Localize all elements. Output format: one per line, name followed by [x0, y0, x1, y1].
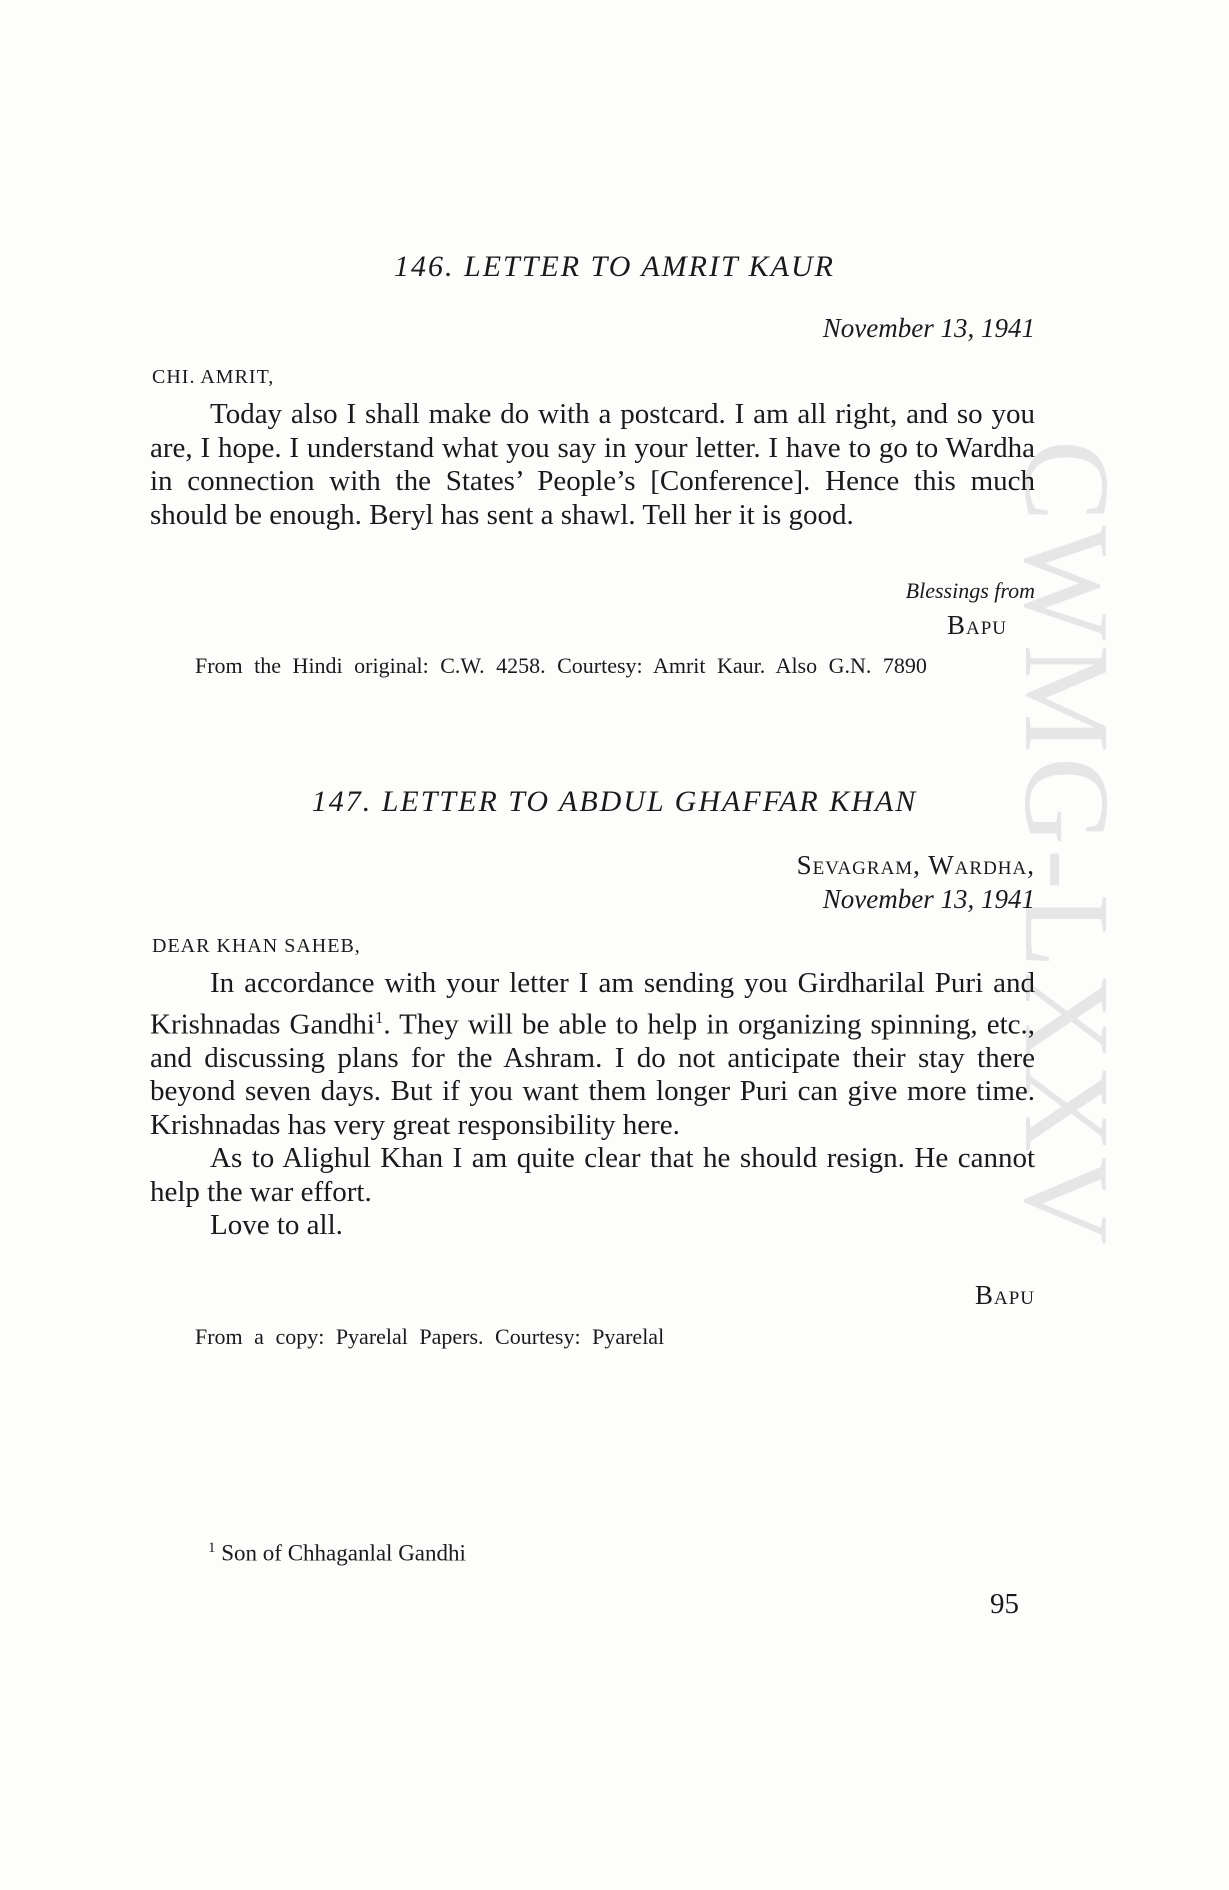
page-number: 95	[990, 1588, 1019, 1620]
letter-146-signature: Bapu	[946, 610, 1007, 640]
letter-147-heading: 147. LETTER TO ABDUL GHAFFAR KHAN	[311, 785, 918, 818]
letter-146-closing: Blessings from	[905, 578, 1035, 603]
paragraph-text: . They will be able to help in organizing spinning, etc., and discussing plans for the Ashram. I do not anticipate their stay there beyond seven days. But if you want them longer Puri can give more time. Krishnadas has very great responsibility here.	[150, 1008, 1035, 1141]
letter-146-salutation: CHI. AMRIT,	[152, 366, 275, 388]
letter-147-body	[150, 967, 1035, 1243]
letter-147-place: Sevagram, Wardha,	[796, 850, 1035, 880]
letter-147-source	[150, 1320, 1035, 1354]
letter-147-paragraph-2: As to Alighul Khan I am quite clear that he should resign. He cannot help the war effort.	[150, 1142, 1035, 1208]
footnote-reference: 1	[374, 1007, 384, 1027]
letter-146-source	[150, 649, 1035, 683]
letter-147-paragraph-3: Love to all.	[210, 1209, 343, 1242]
letter-147-paragraph-1	[150, 967, 1035, 1142]
letter-146-paragraph: Today also I shall make do with a postcard. I am all right, and so you are, I hope. I understand what you say in your letter. I have to go to Wardha in connection with the States’ People’s [Conference]. Hence this much should be enough. Beryl has sent a shawl. Tell her it is good.	[150, 398, 1035, 531]
footnote	[208, 1540, 466, 1567]
letter-146-date: November 13, 1941	[822, 313, 1035, 343]
letter-147-signature: Bapu	[974, 1280, 1035, 1310]
watermark: CWMG-LXXV	[999, 440, 1134, 1249]
letter-147-source-text: From a copy: Pyarelal Papers. Courtesy: Pyarelal	[195, 1324, 665, 1349]
letter-146-source-text: From the Hindi original: C.W. 4258. Courtesy: Amrit Kaur. Also G.N. 7890	[195, 653, 927, 678]
footnote-mark: 1	[208, 1540, 216, 1556]
letter-147-salutation: DEAR KHAN SAHEB,	[152, 935, 361, 957]
letter-147-date: November 13, 1941	[822, 884, 1035, 914]
letter-146-body	[150, 398, 1035, 532]
paragraph-text: In accordance with your letter I am sending you Girdharilal Puri and Krishnadas Gandhi	[150, 967, 1035, 1041]
footnote-text: Son of Chhaganlal Gandhi	[221, 1540, 466, 1566]
letter-146-heading: 146. LETTER TO AMRIT KAUR	[394, 250, 835, 283]
